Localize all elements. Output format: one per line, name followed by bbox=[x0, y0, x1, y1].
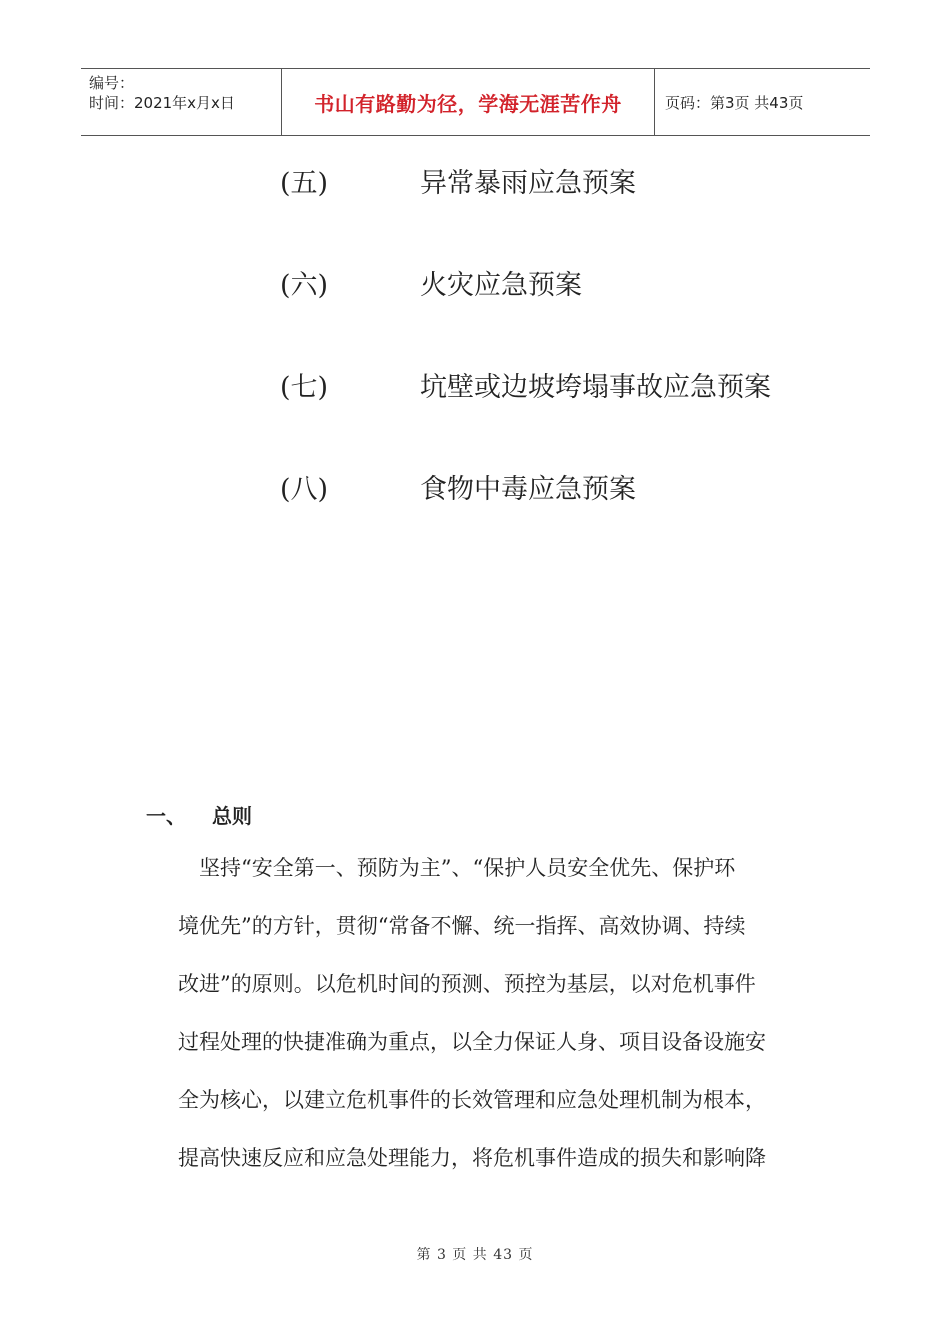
toc-item bbox=[280, 370, 771, 406]
toc-item bbox=[280, 268, 582, 304]
motto-text: 书山有路勤为径，学海无涯苦作舟 bbox=[314, 91, 622, 116]
toc-item-number: (七) bbox=[280, 372, 329, 403]
paragraph-line: 过程处理的快捷准确为重点，以全力保证人身、项目设备设施安 bbox=[178, 1030, 766, 1054]
toc-item-number: (八) bbox=[280, 474, 329, 505]
toc-item-title: 火灾应急预案 bbox=[420, 270, 582, 301]
toc-item-number: (六) bbox=[280, 270, 329, 301]
paragraph-line: 坚持“安全第一、预防为主”、“保护人员安全优先、保护环 bbox=[178, 856, 736, 880]
header-page-info bbox=[655, 69, 870, 135]
paragraph-line: 提高快速反应和应急处理能力，将危机事件造成的损失和影响降 bbox=[178, 1146, 766, 1170]
page-footer bbox=[0, 1244, 950, 1264]
toc-item-title: 异常暴雨应急预案 bbox=[420, 168, 636, 199]
page-info-text: 页码：第3页 共43页 bbox=[665, 93, 804, 112]
header-meta bbox=[81, 69, 281, 135]
toc-item-title: 坑壁或边坡垮塌事故应急预案 bbox=[420, 372, 771, 403]
toc-item-title: 食物中毒应急预案 bbox=[420, 474, 636, 505]
footer-page-number: 第 3 页 共 43 页 bbox=[416, 1247, 534, 1263]
header-motto bbox=[281, 69, 655, 135]
paragraph-line: 境优先”的方针，贯彻“常备不懈、统一指挥、高效协调、持续 bbox=[178, 914, 746, 938]
section-title: 总则 bbox=[212, 804, 252, 828]
document-number-label: 编号： bbox=[89, 74, 135, 92]
document-date: 时间：2021年x月x日 bbox=[89, 94, 235, 112]
toc-item bbox=[280, 166, 636, 202]
toc-item bbox=[280, 472, 636, 508]
page-header bbox=[81, 68, 870, 136]
paragraph-line: 改进”的原则。以危机时间的预测、预控为基层，以对危机事件 bbox=[178, 972, 756, 996]
section-heading bbox=[146, 802, 252, 830]
toc-item-number: (五) bbox=[280, 168, 329, 199]
paragraph-line: 全为核心，以建立危机事件的长效管理和应急处理机制为根本， bbox=[178, 1088, 766, 1112]
section-number: 一、 bbox=[146, 804, 186, 828]
